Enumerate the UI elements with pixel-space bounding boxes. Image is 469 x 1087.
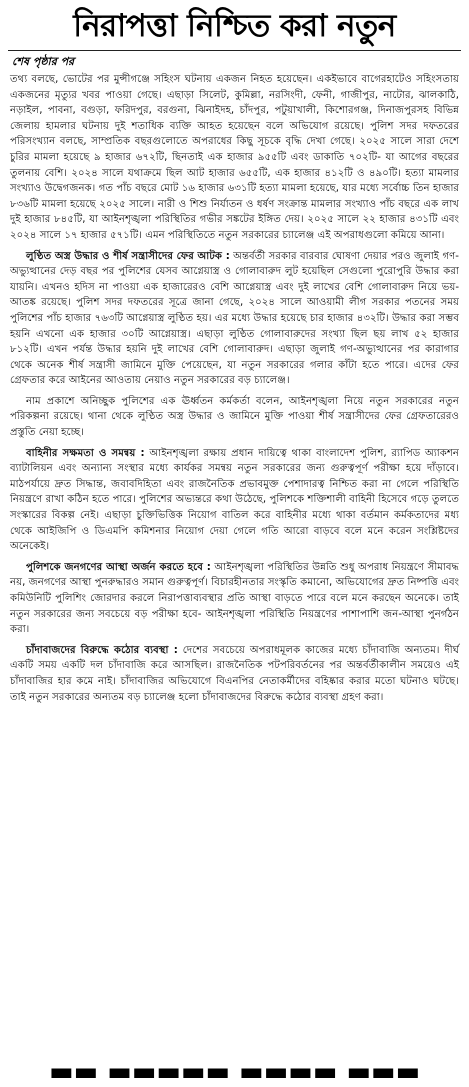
paragraph-text: দেশের সবচেয়ে অপরাধমূলক কাজের মধ্যে চাঁদাবাজি অন্যতম। দীর্ঘ একটি সময় একটি দল চাঁদাবাজি করে আসছিল। রাজনৈতিক পটপরিবর্তনের পর অন্তর্বর্তীকালীন সময়েও এই চাঁদাবাজির হার কমে নাই। চাঁদাবাজির অভিযোগে বিএনপির নেতাকর্মীদের বহিষ্কার করার মতো ঘটনাও ঘটছে। তাই নতুন সরকারের অন্যতম বড় চ্যালেঞ্জ হলো চাঁদাবাজদের বিরুদ্ধে কঠোর ব্যবস্থা গ্রহণ করা। [10,644,459,703]
paragraph-6 [10,643,459,705]
paragraph-text: নাম প্রকাশে অনিচ্ছুক পুলিশের এক ঊর্ধ্বতন কর্মকর্তা বলেন, আইনশৃঙ্খলা নিয়ে নতুন সরকারের নতুন পরিকল্পনা রয়েছে। থানা থেকে লুণ্ঠিত অস্ত্র উদ্ধার ও জামিনে মুক্তি পাওয়া শীর্ষ সন্ত্রাসীদের ফের গ্রেফতারেরও প্রস্তুতি নেয়া হচ্ছে। [10,395,459,439]
subheading-force-capacity: বাহিনীর সক্ষমতা ও সমন্বয় : [26,447,145,459]
paragraph-text: তথ্য বলছে, ভোটের পর মুন্সীগঞ্জে সহিংস ঘটনায় একজন নিহত হয়েছেন। একইভাবে বাগেরহাটেও সহিংসতায় একজনের মৃত্যুর খবর পাওয়া গেছে। এছাড়া সিলেট, কুমিল্লা, নরসিংদী, ফেনী, গাজীপুর, নাটোর, ঝালকাঠি, নড়াইল, পাবনা, বগুড়া, ফরিদপুর, বরগুনা, ঝিনাইদহ, চাঁদপুর, পটুয়াখালী, কিশোরগঞ্জ, দিনাজপুরসহ বিভিন্ন জেলায় হামলার ঘটনায় দুই শতাধিক ব্যক্তি আহত হয়েছেন বলে অভিযোগ রয়েছে। পুলিশ সদর দফতরের পরিসংখ্যান বলছে, সাম্প্রতিক বছরগুলোতে অপরাধের কিছু সূচকে বৃদ্ধি দেখা গেছে। ২০২৫ সালে সারা দেশে চুরির মামলা হয়েছে ৯ হাজার ৬৭২টি, ছিনতাই এক হাজার ৯৫৫টি এবং ডাকাতি ৭০২টি- যা আগের বছরের তুলনায় বেশি। ২০২৪ সালে যথাক্রমে ছিল আট হাজার ৬৫৫টি, এক হাজার ৪১২টি ও ৪৯০টি। হত্যা মামলার সংখ্যাও উদ্বেগজনক। গত পাঁচ বছরে মোট ১৬ হাজার ৬৩১টি হত্যা মামলা হয়েছে, যার মধ্যে সর্বোচ্চ তিন হাজার ৮৩৬টি মামলা হয়েছে ২০২৫ সালে। নারী ও শিশু নির্যাতন ও ধর্ষণ সংক্রান্ত মামলার সংখ্যাও পাঁচ বছরে এক লাখ দুই হাজার ৮৪৫টি, যা আইনশৃঙ্খলা পরিস্থিতির গভীর সঙ্কটের ইঙ্গিত দেয়। ২০২৫ সালে ২২ হাজার ৪৩১টি এবং ২০২৪ সালে ১৭ হাজার ৫৭১টি। এমন পরিস্থিতিতে নতুন সরকারের চ্যালেঞ্জ এই অপরাধগুলো কমিয়ে আনা। [10,74,459,241]
paragraph-text: আইনশৃঙ্খলা রক্ষায় প্রধান দায়িত্বে থাকা বাংলাদেশ পুলিশ, র‌্যাপিড অ্যাকশন ব্যাটালিয়ন এবং অন্যান্য সংস্থার মধ্যে কার্যকর সমন্বয় নতুন সরকারের জন্য গুরুত্বপূর্ণ পরীক্ষা হয়ে দাঁড়াবে। মাঠপর্যায়ে দ্রুত সিদ্ধান্ত, জবাবদিহিতা এবং রাজনৈতিক প্রভাবমুক্ত পেশাদারত্ব নিশ্চিত করা না গেলে পরিস্থিতি নিয়ন্ত্রণে রাখা কঠিন হতে পারে। পুলিশের অভ্যন্তরে কথা উঠেছে, পুলিশকে শক্তিশালী বাহিনী হিসেবে গড়ে তুলতে সংস্কারের বিকল্প নেই। এছাড়া চুক্তিভিত্তিক নিয়োগ বাতিল করে বাহিনীর মধ্যে থাকা বর্তমান কর্মকতাদের মধ্য থেকে আইজিপি ও ডিএমপি কমিশনার নিয়োগ দেয়া গেলে গতি আরো বাড়বে বলে মনে করেন সংশ্লিষ্টদের অনেকেই। [10,447,459,553]
article-headline: নিরাপত্তা নিশ্চিত করা নতুন [73,8,396,44]
continuation-kicker: শেষ পৃষ্ঠার পর [12,55,75,68]
subheading-public-trust: পুলিশকে জনগণের আস্থা অর্জন করতে হবে : [26,561,211,573]
next-headline-glyphs: ▬▬ ▬▬▬▬▬ ▬▬▬▬ ▬▬▬ [48,1057,421,1087]
paragraph-text: অন্তর্বর্তী সরকার বারবার ঘোষণা দেয়ার পরও জুলাই গণ-অভ্যুত্থানের দেড় বছর পর পুলিশের যেসব আগ্নেয়াস্ত্র ও গোলাবারুদ লুট হয়েছিল সেগুলো পুরোপুরি উদ্ধার করা যায়নি। এখনও হদিস না পাওয়া এক হাজারেরও বেশি আগ্নেয়াস্ত্র এবং দুই লাখের বেশি গোলাবারুদ নিয়ে ভয়-আতঙ্ক রয়েছে। পুলিশ সদর দফতরের সূত্রে জানা গেছে, ২০২৪ সালে আওয়ামী লীগ সরকার পতনের সময় পুলিশের পাঁচ হাজার ৭৬৩টি আগ্নেয়াস্ত্র লুণ্ঠিত হয়। এর মধ্যে উদ্ধার হয়েছে চার হাজার ৪৩২টি। উদ্ধার করা সম্ভব হয়নি এখনো এক হাজার ৩০টি আগ্নেয়াস্ত্র। এছাড়া লুণ্ঠিত গোলাবারুদের সংখ্যা ছিল ছয় লাখ ৫২ হাজার ৮১২টি। এখন পর্যন্ত উদ্ধার হয়নি দুই লাখের বেশি গোলাবারুদ। এছাড়া জুলাই গণ-অভ্যুত্থানের পর কারাগার থেকে অনেক শীর্ষ সন্ত্রাসী জামিনে মুক্তি পেয়েছেন, যা নতুন সরকারের গলার কাঁটা হতে পারে। এদের ফের গ্রেফতার করে আইনের আওতায় নেয়াও নতুন সরকারের বড় চ্যালেঞ্জ। [10,250,459,387]
paragraph-text: আইনশৃঙ্খলা পরিস্থিতির উন্নতি শুধু অপরাধ নিয়ন্ত্রণে সীমাবদ্ধ নয়, জনগণের আস্থা পুনরুদ্ধারও সমান গুরুত্বপূর্ণ। বিচারহীনতার সংস্কৃতি কমানো, অভিযোগের দ্রুত নিষ্পত্তি এবং কমিউনিটি পুলিশিং জোরদার করলে নিরাপত্তাব্যবস্থার প্রতি আস্থা বাড়তে পারে বলে মনে করছেন অনেকে। তাই নতুন সরকারের জন্য সবচেয়ে বড় পরীক্ষা হবে- আইনশৃঙ্খলা পরিস্থিতি নিয়ন্ত্রণের পাশাপাশি জন-আস্থা পুনর্গঠন করা। [10,561,459,636]
subheading-looted-arms: লুণ্ঠিত অস্ত্র উদ্ধার ও শীর্ষ সন্ত্রাসীদের ফের আটক : [26,250,230,262]
paragraph-5 [10,560,459,638]
paragraph-4 [10,446,459,555]
headline-divider [8,50,461,51]
paragraph-1 [10,72,459,244]
subheading-extortion: চাঁদাবাজদের বিরুদ্ধে কঠোর ব্যবস্থা : [26,644,178,656]
paragraph-3 [10,394,459,441]
next-headline-fragment [8,1056,461,1087]
article-body [10,72,459,710]
paragraph-2 [10,249,459,389]
